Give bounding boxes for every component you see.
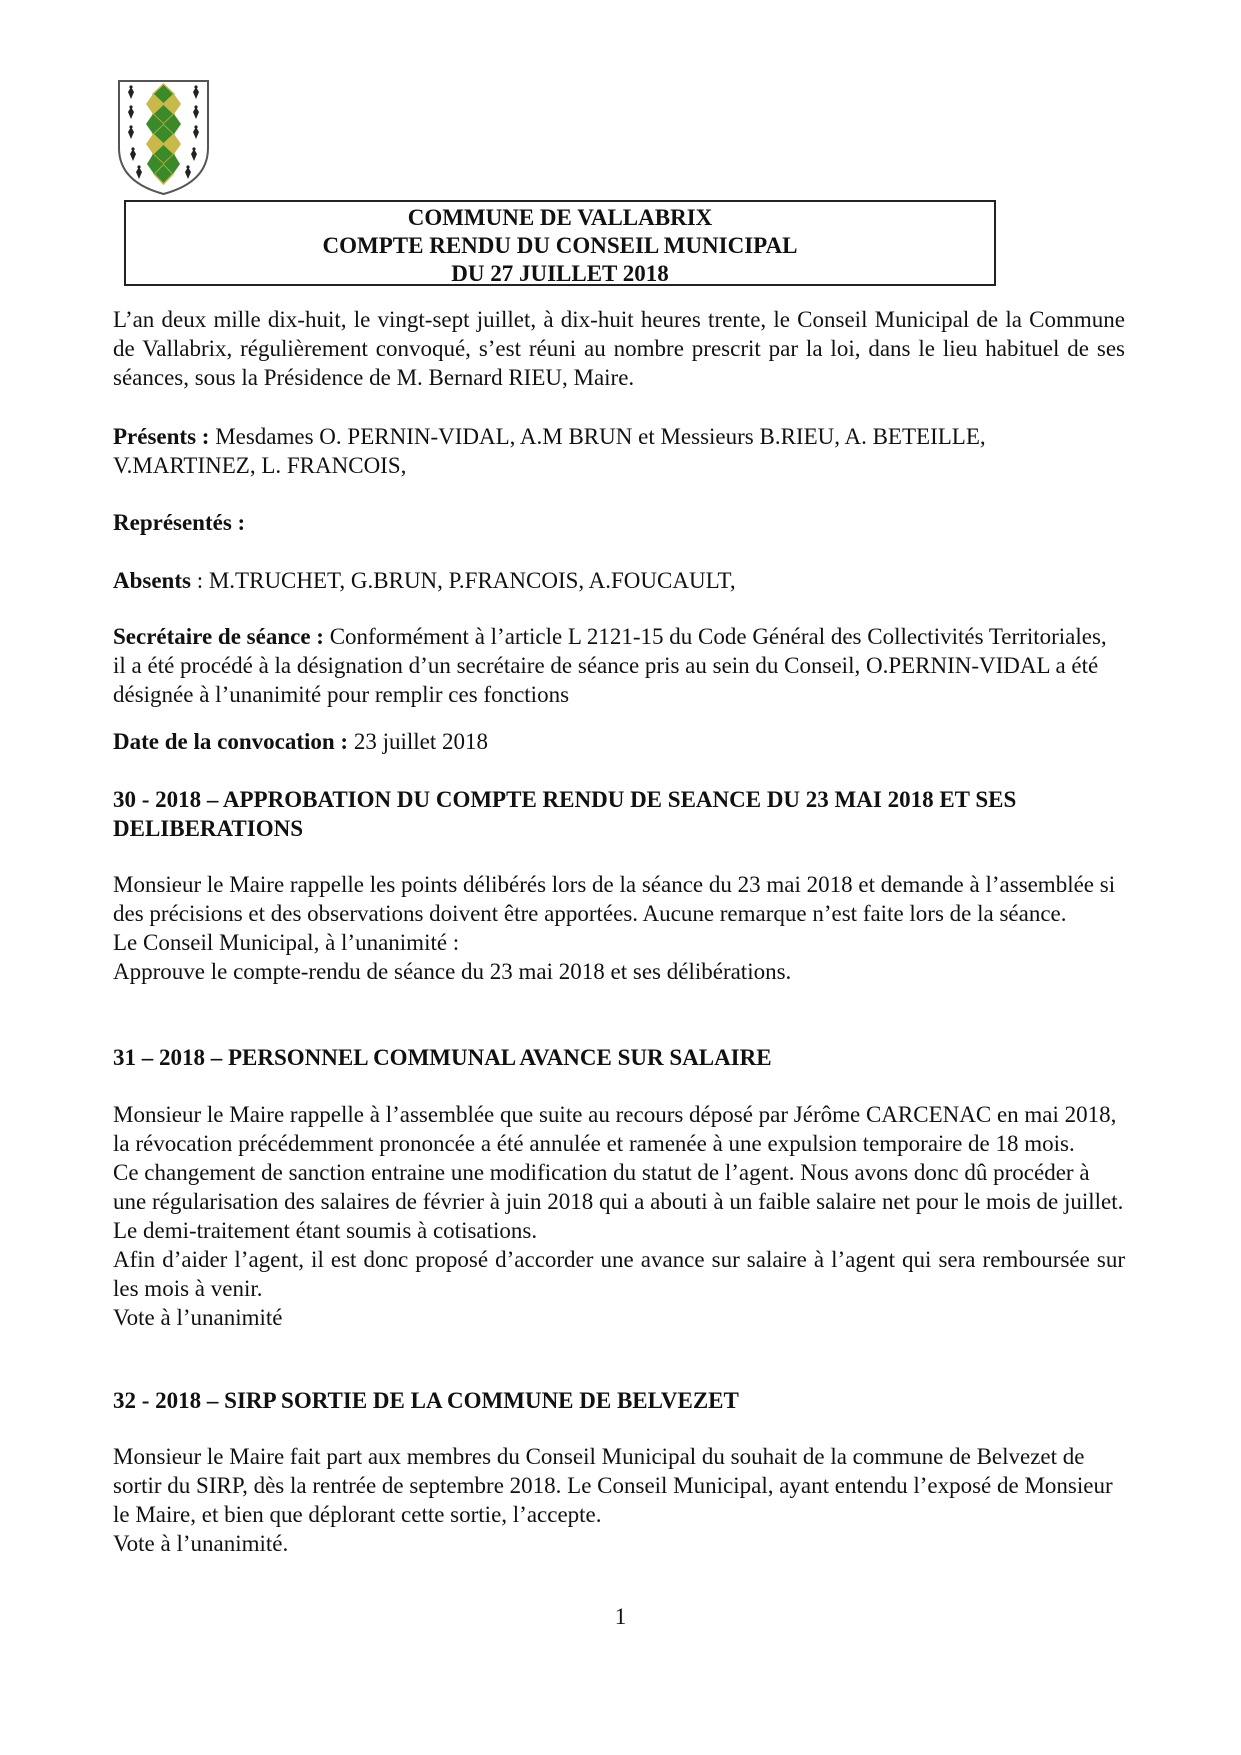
convocation-label: Date de la convocation :: [113, 729, 349, 754]
secretaire-paragraph: [113, 622, 1125, 709]
representes-paragraph: [113, 508, 1125, 537]
section-32-p2: Vote à l’unanimité.: [113, 1531, 289, 1556]
absents-label: Absents: [113, 568, 191, 593]
secretaire-label: Secrétaire de séance :: [113, 624, 324, 649]
presents-paragraph: [113, 422, 1125, 480]
section-32-body: [113, 1442, 1125, 1558]
document-title-box: [124, 200, 996, 286]
section-31-p1: Monsieur le Maire rappelle à l’assemblée que suite au recours déposé par Jérôme CARCENAC en mai 2018, la révocation précédemment prononcée a été annulée et ramenée à une expulsion temporaire de 18 mois.: [113, 1102, 1117, 1156]
section-30-p1: Monsieur le Maire rappelle les points délibérés lors de la séance du 23 mai 2018 et demande à l’assemblée si des précisions et des observations doivent être apportées. Aucune remarque n’est faite lors de la séance.: [113, 872, 1116, 926]
intro-paragraph: L’an deux mille dix-huit, le vingt-sept juillet, à dix-huit heures trente, le Conseil Municipal de la Commune de Vallabrix, régulièrement convoqué, s’est réuni au nombre prescrit par la loi, dans le lieu habituel de ses séances, sous la Présidence de M. Bernard RIEU, Maire.: [113, 307, 1125, 390]
title-commune: COMMUNE DE VALLABRIX: [407, 205, 713, 230]
presents-value: Mesdames O. PERNIN-VIDAL, A.M BRUN et Messieurs B.RIEU, A. BETEILLE, V.MARTINEZ, L. FRANCOIS,: [113, 424, 986, 478]
convocation-value: 23 juillet 2018: [348, 729, 488, 754]
convocation-paragraph: [113, 727, 1125, 756]
presents-label: Présents :: [113, 424, 210, 449]
section-30-heading: 30 - 2018 – APPROBATION DU COMPTE RENDU DE SEANCE DU 23 MAI 2018 ET SES DELIBERATIONS: [113, 787, 1017, 841]
section-31-body: [113, 1100, 1125, 1332]
secretaire-value: Conformément à l’article L 2121-15 du Code Général des Collectivités Territoriales, il a été procédé à la désignation d’un secrétaire de séance pris au sein du Conseil, O.PERNIN-VIDAL a été désignée à l’unanimité pour remplir ces fonctions: [113, 624, 1107, 707]
title-date: DU 27 JUILLET 2018: [451, 261, 669, 286]
section-32-heading: 32 - 2018 – SIRP SORTIE DE LA COMMUNE DE BELVEZET: [113, 1388, 739, 1413]
absents-paragraph: [113, 566, 1125, 595]
section-31-p3: Afin d’aider l’agent, il est donc proposé d’accorder une avance sur salaire à l’agent qui sera remboursée sur les mois à venir.: [113, 1247, 1125, 1301]
municipal-coat-of-arms-icon: [116, 78, 211, 196]
section-30-body: [113, 870, 1125, 986]
absents-value: : M.TRUCHET, G.BRUN, P.FRANCOIS, A.FOUCAULT,: [190, 568, 736, 593]
page-number: 1: [614, 1604, 627, 1629]
section-31-p2: Ce changement de sanction entraine une modification du statut de l’agent. Nous avons donc dû procéder à une régularisation des salaires de février à juin 2018 qui a abouti à un faible salaire net pour le mois de juillet. Le demi-traitement étant soumis à cotisations.: [113, 1160, 1124, 1243]
section-30-p2: Le Conseil Municipal, à l’unanimité :: [113, 930, 460, 955]
section-32-p1: Monsieur le Maire fait part aux membres du Conseil Municipal du souhait de la commune de Belvezet de sortir du SIRP, dès la rentrée de septembre 2018. Le Conseil Municipal, ayant entendu l’exposé de Monsieur le Maire, et bien que déplorant cette sortie, l’accepte.: [113, 1444, 1113, 1527]
title-report: COMPTE RENDU DU CONSEIL MUNICIPAL: [322, 233, 798, 258]
section-31-heading: 31 – 2018 – PERSONNEL COMMUNAL AVANCE SUR SALAIRE: [113, 1045, 772, 1070]
section-30-p3: Approuve le compte-rendu de séance du 23 mai 2018 et ses délibérations.: [113, 959, 792, 984]
representes-label: Représentés :: [113, 510, 246, 535]
section-31-p4: Vote à l’unanimité: [113, 1305, 283, 1330]
